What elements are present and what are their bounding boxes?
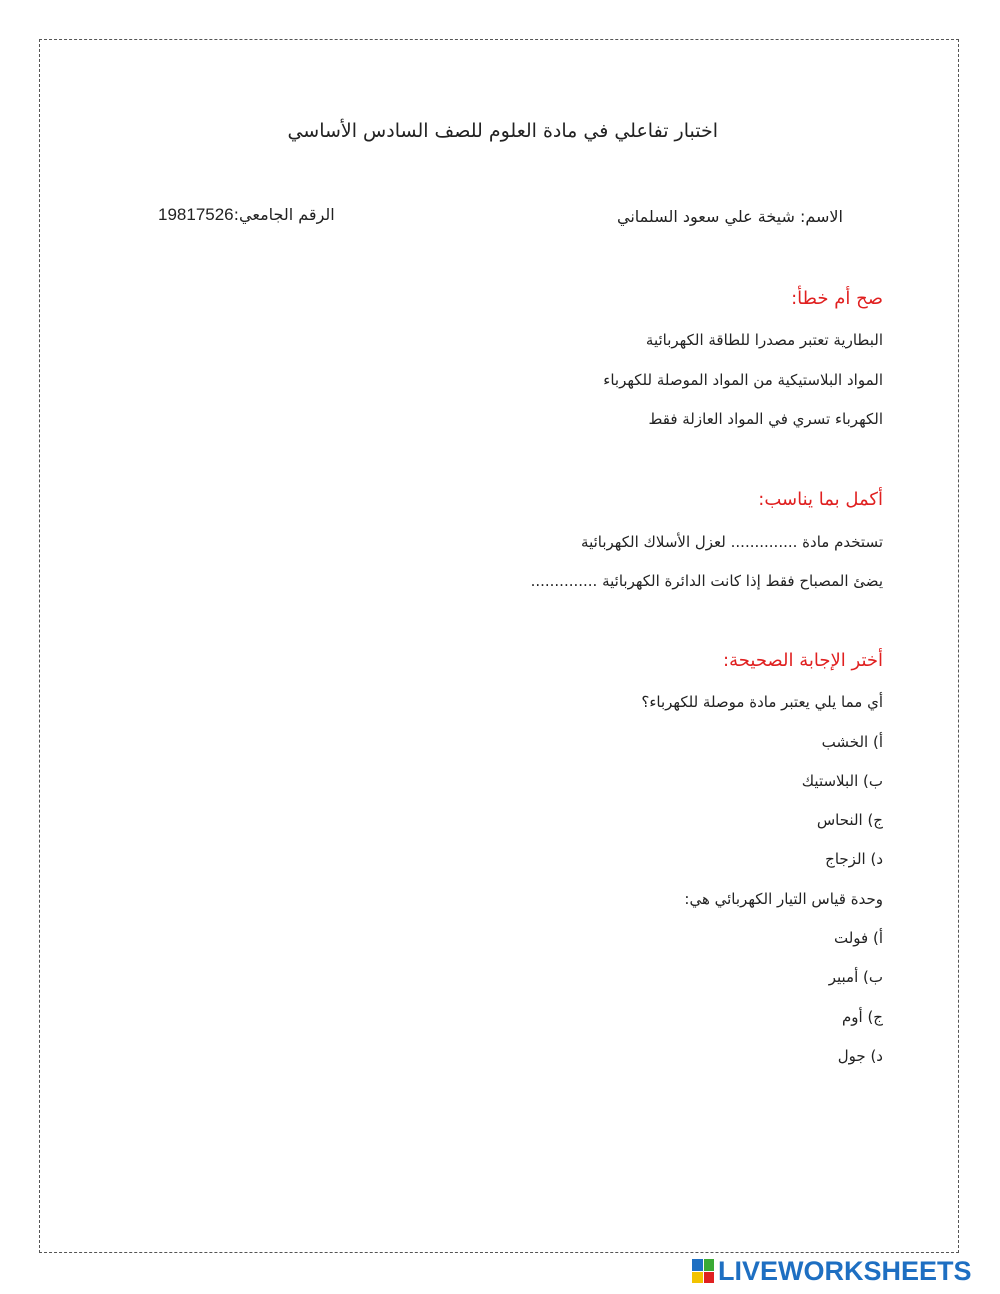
mc-q1-option-d: د) الزجاج — [825, 850, 883, 868]
complete-question-1: تستخدم مادة .............. لعزل الأسلاك الكهربائية — [581, 533, 883, 551]
section-heading-multiple-choice: أختر الإجابة الصحيحة: — [723, 650, 883, 671]
section-heading-complete: أكمل بما يناسب: — [758, 489, 883, 510]
tf-question-2: المواد البلاستيكية من المواد الموصلة للكهرباء — [603, 371, 883, 389]
student-id-value: 19817526 — [158, 205, 234, 224]
section-heading-true-false: صح أم خطأ: — [791, 288, 883, 309]
worksheet-title: اختبار تفاعلي في مادة العلوم للصف السادس الأساسي — [287, 120, 718, 142]
mc-q2-option-b: ب) أمبير — [828, 968, 883, 986]
mc-question-1: أي مما يلي يعتبر مادة موصلة للكهرباء؟ — [641, 693, 883, 711]
mc-q1-option-c: ج) النحاس — [816, 811, 883, 829]
mc-q2-option-a: أ) فولت — [833, 929, 883, 947]
mc-q2-option-d: د) جول — [837, 1047, 883, 1065]
liveworksheets-logo-text: LIVEWORKSHEETS — [718, 1255, 972, 1286]
student-name: الاسم: شيخة علي سعود السلماني — [617, 207, 843, 226]
mc-question-2: وحدة قياس التيار الكهربائي هي: — [684, 890, 883, 908]
mc-q1-option-a: أ) الخشب — [821, 733, 883, 751]
liveworksheets-logo — [692, 1256, 972, 1286]
tf-question-1: البطارية تعتبر مصدرا للطاقة الكهربائية — [645, 331, 883, 349]
complete-question-2: يضئ المصباح فقط إذا كانت الدائرة الكهربائية .............. — [530, 572, 883, 590]
liveworksheets-logo-icon — [692, 1259, 714, 1283]
student-id-label: الرقم الجامعي: — [233, 205, 335, 224]
mc-q1-option-b: ب) البلاستيك — [801, 772, 883, 790]
tf-question-3: الكهرباء تسري في المواد العازلة فقط — [648, 410, 883, 428]
mc-q2-option-c: ج) أوم — [841, 1008, 883, 1026]
student-id — [158, 205, 335, 225]
